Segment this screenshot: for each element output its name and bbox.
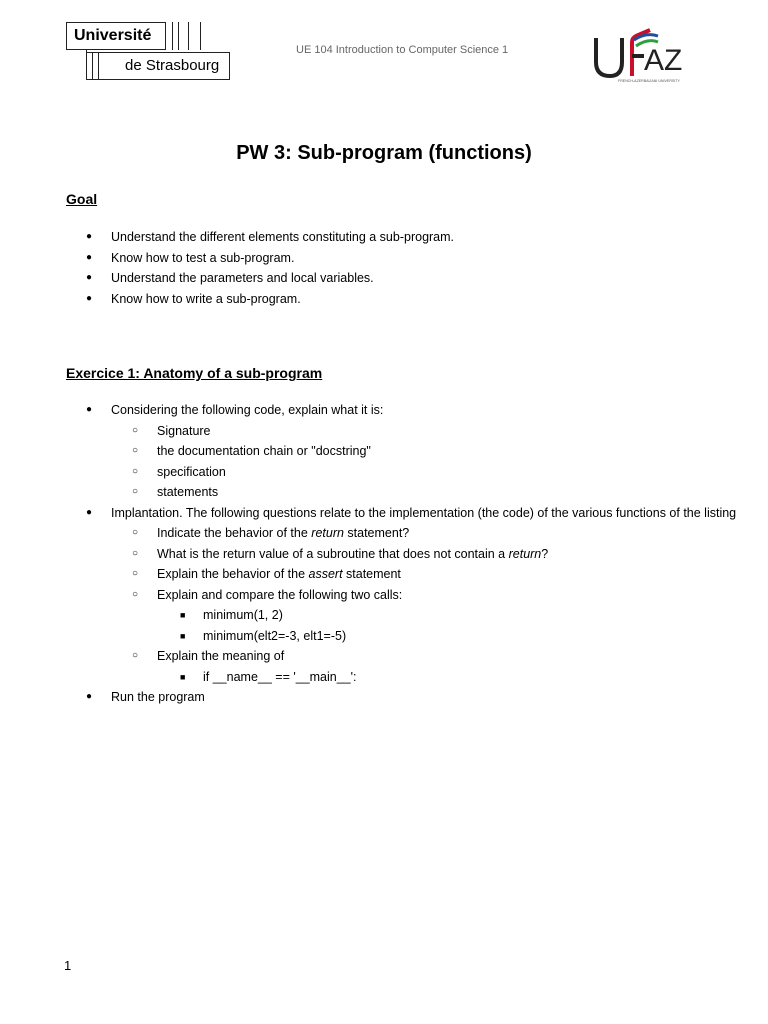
square-bullet-icon: ■: [180, 630, 186, 641]
exercise1-subsubitem: [0, 667, 768, 688]
subitem-emphasis: return: [508, 546, 542, 561]
subitem-text: Signature: [157, 423, 211, 438]
goal-item-text: Understand the different elements constituting a sub-program.: [111, 230, 455, 244]
subitem-emphasis: assert: [308, 567, 343, 581]
goal-item-text: Know how to test a sub-program.: [111, 250, 295, 265]
subitem-text: Indicate the behavior of the: [157, 526, 312, 540]
exercise1-item-text: Considering the following code, explain what it is:: [111, 403, 384, 417]
subitem-text: Explain the behavior of the: [157, 567, 309, 581]
logo-text-universite: Université: [66, 22, 166, 50]
circle-bullet-icon: ○: [132, 547, 139, 559]
subitem-text: What is the return value of a subroutine that does not contain a: [157, 546, 509, 561]
goal-heading: Goal: [66, 191, 98, 207]
bullet-icon: ●: [86, 691, 93, 702]
exercise1-item: [0, 687, 768, 708]
exercise1-item-text: Implantation. The following questions relate to the implementation (the code) of the various functions of the listing: [111, 505, 737, 520]
logo-line: [98, 52, 99, 80]
logo-line: [86, 50, 87, 52]
subitem-text: Explain and compare the following two calls:: [157, 587, 403, 602]
exercise1-list: [0, 400, 768, 708]
logo-line: [172, 22, 173, 50]
exercise1-heading: Exercice 1: Anatomy of a sub-program: [66, 365, 323, 381]
logo-letter-u: [596, 38, 622, 76]
exercise1-subitem: [0, 421, 768, 442]
ufaz-logo: [588, 26, 692, 84]
goal-item: [0, 268, 768, 289]
subitem-text: ?: [541, 546, 549, 561]
exercise1-subsubitem: [0, 605, 768, 626]
exercise1-subitem: [0, 585, 768, 606]
page-number: 1: [64, 958, 72, 973]
course-label: UE 104 Introduction to Computer Science 1: [296, 44, 509, 56]
subitem-emphasis: return: [311, 526, 344, 540]
circle-bullet-icon: ○: [132, 445, 139, 456]
goal-item: [0, 248, 768, 269]
exercise1-subitem: [0, 523, 768, 544]
exercise1-subitem: [0, 482, 768, 503]
exercise1-item-text: Run the program: [111, 690, 205, 704]
circle-bullet-icon: ○: [132, 527, 139, 538]
subitem-text: statement?: [343, 526, 410, 540]
exercise1-subitem: [0, 462, 768, 483]
circle-bullet-icon: ○: [132, 465, 139, 477]
bullet-icon: ●: [86, 251, 93, 263]
logo-line: [178, 22, 179, 50]
bullet-icon: ●: [86, 292, 93, 304]
page-title: PW 3: Sub-program (functions): [236, 142, 532, 164]
circle-bullet-icon: ○: [132, 486, 139, 497]
subitem-text: Explain the meaning of: [157, 649, 285, 663]
bullet-icon: ●: [86, 272, 93, 283]
logo-text-strasbourg: de Strasbourg: [86, 52, 230, 80]
logo-line: [188, 22, 189, 50]
bullet-icon: ●: [86, 231, 93, 242]
bullet-icon: ●: [86, 404, 93, 415]
subitem-text: statement: [342, 567, 401, 581]
exercise1-item: [0, 400, 768, 421]
subsubitem-text: minimum(elt2=-3, elt1=-5): [203, 628, 347, 643]
exercise1-subitem: [0, 646, 768, 667]
logo-subtext: FRENCH-AZERBAIJANI UNIVERSITY: [618, 79, 680, 83]
subitem-text: the documentation chain or "docstring": [157, 444, 371, 458]
subsubitem-text: if __name__ == '__main__':: [203, 669, 357, 684]
exercise1-subsubitem: [0, 626, 768, 647]
exercise1-subitem: [0, 544, 768, 565]
circle-bullet-icon: ○: [132, 424, 139, 436]
goal-item: [0, 227, 768, 248]
goal-list: [0, 227, 768, 309]
subsubitem-text: minimum(1, 2): [203, 608, 283, 622]
exercise1-subitem: [0, 564, 768, 585]
goal-item: [0, 289, 768, 310]
square-bullet-icon: ■: [180, 610, 186, 620]
exercise1-item: [0, 503, 737, 524]
universite-strasbourg-logo: [66, 22, 230, 80]
exercise1-subitem: [0, 441, 768, 462]
circle-bullet-icon: ○: [132, 650, 139, 661]
circle-bullet-icon: ○: [132, 588, 139, 600]
bullet-icon: ●: [86, 506, 93, 518]
logo-line: [200, 22, 201, 50]
goal-item-text: Know how to write a sub-program.: [111, 291, 301, 306]
subitem-text: specification: [157, 464, 226, 479]
circle-bullet-icon: ○: [132, 568, 139, 579]
square-bullet-icon: ■: [180, 671, 186, 682]
goal-item-text: Understand the parameters and local variables.: [111, 271, 374, 285]
logo-letters-az: AZ: [644, 44, 683, 77]
subitem-text: statements: [157, 485, 219, 499]
logo-line: [92, 52, 93, 80]
